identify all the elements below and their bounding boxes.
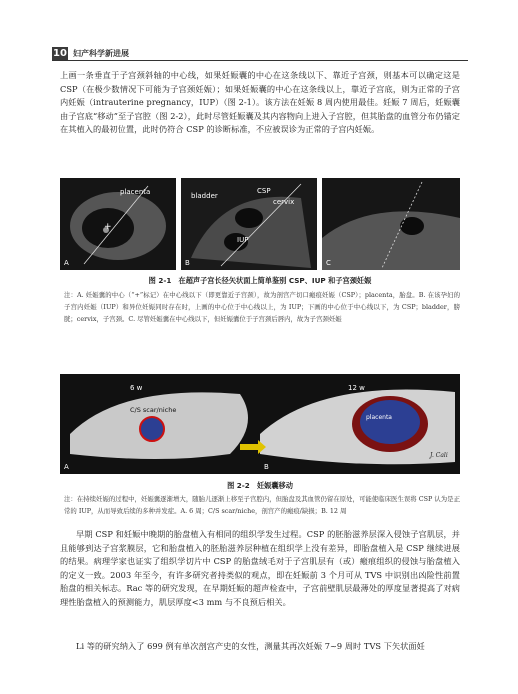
ultrasound-panel-c [322,178,460,270]
placenta-label-2: placenta [366,414,392,421]
figure-2-1-images [60,178,460,270]
artist-signature: J. Cali [430,452,448,459]
running-header [52,47,468,61]
ultrasound-image-c [322,178,460,270]
figure-2-2-illustration [60,374,460,474]
center-mark: + [104,222,112,232]
bladder-label: bladder [191,192,218,200]
week-6-label: 6 w [130,384,143,392]
cervix-label: cervix [273,198,295,206]
paragraph-2: 早期 CSP 和妊娠中晚期的胎盘植入有相同的组织学发生过程。CSP 的胚胎滋养层深入侵蚀子宫肌层，并且能够到达子宫浆膜层，它和胎盘植入的胚胎滋养层种植在组织学上没有差异，即胎盘植入是 CSP 继续进展的结果。病理学家也证实了组织学切片中 CSP 的胎盘绒毛对于子宫肌层有（或）瘢痕组织的侵蚀与胎盘植入的定义一致。2003 年至今，有许多研究者持类似的观点，即在妊娠前 3 个月可从 TVS 中识别出凶险性前置胎盘的相关标志。Rac 等的研究发现，在早期妊娠的超声检查中，子宫前壁肌层最薄处的厚度显著提高了对病理性胎盘植入的预测能力，肌层厚度<3 mm 与不良预后相关。 [60,529,460,607]
panel-letter-c: C [326,259,331,267]
paragraph-1: 上画一条垂直于子宫颈斜轴的中心线，如果妊娠囊的中心在这条线以下、靠近子宫颈，则基本可以确定这是 CSP（在极少数情况下可能为子宫颈妊娠）；如果妊娠囊的中心在这条线以上，靠近子宫底，则为正常的子宫内妊娠（intrauterine pregnancy，IUP）（图 2-1）。该方法在妊娠 8 周内使用最佳。妊娠 7 周后，妊娠囊由子宫底“移动”至子宫腔（图 2-2），此时尽管妊娠囊及其内容物向上进入子宫腔，但其胎盘的血管分布仍锚定在其植入的最初位置，此时仍符合 CSP 的诊断标准，不应被误诊为正常的子宫内妊娠。 [60,70,460,135]
panel-letter-2b: B [264,463,269,471]
figure-2-2-note: 注：在持续妊娠的过程中，妊娠囊逐渐增大，随胎儿逐渐上移至子宫腔内，但胎盘及其血管仍留在原处，可能使临床医生误将 CSP 认为是正常的 IUP，从而导致后续的多种并发症。A. 6 周；C/S scar/niche，剖宫产的瘢痕/缺损；B. 12 周 [64,495,460,515]
iup-label: IUP [237,236,249,244]
ultrasound-image-a [60,178,176,270]
page-number: 10 [53,48,67,59]
placenta-label: placenta [120,188,151,196]
scar-label: C/S scar/niche [130,406,177,414]
book-title: 妇产科学新进展 [73,49,129,58]
figure-2-1-caption: 图 2-1 在超声子宫长径矢状面上简单鉴别 CSP、IUP 和子宫颈妊娠 [148,276,372,285]
figure-2-2-caption: 图 2-2 妊娠囊移动 [227,481,293,490]
ultrasound-panel-a [60,178,176,270]
csp-label: CSP [257,187,271,195]
ultrasound-panel-b [181,178,317,270]
paragraph-3: Li 等的研究纳入了 699 例有单次剖宫产史的女性，测量其再次妊娠 7~9 周时 TVS 下矢状面妊 [76,641,425,651]
panel-letter-2a: A [64,463,69,471]
panel-letter-b: B [185,259,190,267]
uterus-diagram [60,374,460,474]
panel-letter-a: A [64,259,69,267]
week-12-label: 12 w [348,384,365,392]
figure-2-1-note: 注：A. 妊娠囊的中心（“+”标记）在中心线以下（即更靠近子宫颈），故为剖宫产切口瘢痕妊娠（CSP）；placenta，胎盘。B. 在该孕妇的子宫内妊娠（IUP）和异位妊娠同时存在时，上画的中心位于中心线以上，为 IUP；下画的中心位于中心线以下，为 CSP；bladder，膀胱；cervix，子宫颈。C. 尽管妊娠囊在中心线以下，但妊娠囊位于子宫颈后唇内，故为子宫颈妊娠 [64,291,460,323]
